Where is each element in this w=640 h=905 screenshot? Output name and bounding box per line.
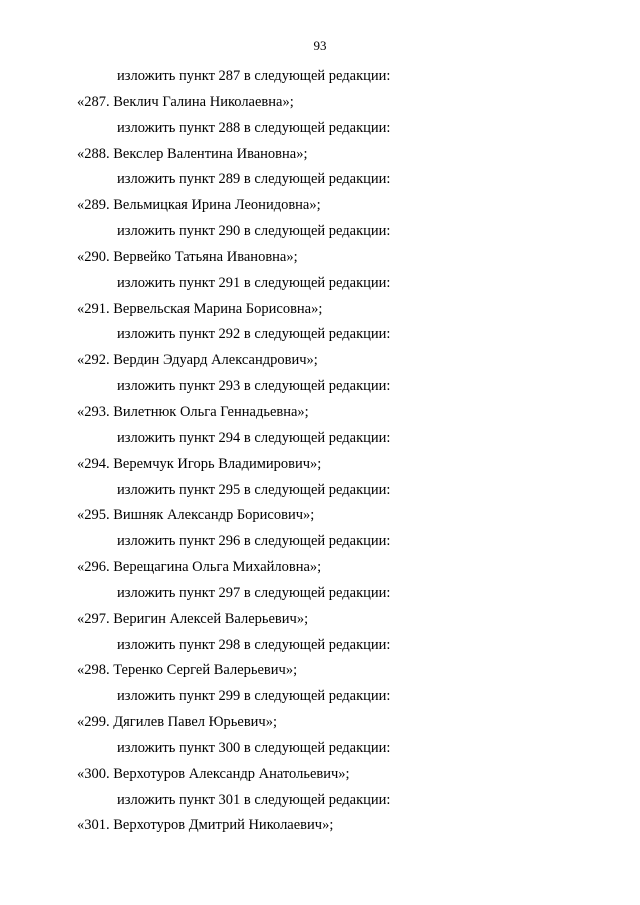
amendment-entry: «289. Вельмицкая Ирина Леонидовна»; [77,197,321,214]
amendment-entry: «295. Вишняк Александр Борисович»; [77,507,315,524]
amendment-entry: «288. Векслер Валентина Ивановна»; [77,145,308,162]
amendment-instruction: изложить пункт 297 в следующей редакции: [117,584,391,601]
amendment-entry: «290. Вервейко Татьяна Ивановна»; [77,248,298,265]
amendment-entry: «301. Верхотуров Дмитрий Николаевич»; [77,817,334,834]
amendment-entry: «300. Верхотуров Александр Анатольевич»; [77,765,350,782]
amendment-instruction: изложить пункт 299 в следующей редакции: [117,688,391,705]
amendment-entry: «287. Веклич Галина Николаевна»; [77,93,294,110]
amendment-instruction: изложить пункт 291 в следующей редакции: [117,274,391,291]
amendment-instruction: изложить пункт 298 в следующей редакции: [117,636,391,653]
amendment-instruction: изложить пункт 296 в следующей редакции: [117,533,391,550]
amendment-instruction: изложить пункт 294 в следующей редакции: [117,429,391,446]
amendment-instruction: изложить пункт 293 в следующей редакции: [117,378,391,395]
amendment-entry: «294. Веремчук Игорь Владимирович»; [77,455,322,472]
amendment-instruction: изложить пункт 300 в следующей редакции: [117,739,391,756]
amendment-instruction: изложить пункт 301 в следующей редакции: [117,791,391,808]
amendment-instruction: изложить пункт 295 в следующей редакции: [117,481,391,498]
amendment-entry: «296. Верещагина Ольга Михайловна»; [77,559,322,576]
amendment-instruction: изложить пункт 290 в следующей редакции: [117,223,391,240]
amendment-instruction: изложить пункт 292 в следующей редакции: [117,326,391,343]
amendment-instruction: изложить пункт 288 в следующей редакции: [117,119,391,136]
amendment-entry: «292. Вердин Эдуард Александрович»; [77,352,318,369]
amendment-entry: «299. Дягилев Павел Юрьевич»; [77,714,278,731]
page-number: 93 [313,38,327,53]
amendment-entry: «291. Вервельская Марина Борисовна»; [77,300,323,317]
amendment-instruction: изложить пункт 289 в следующей редакции: [117,171,391,188]
amendment-entry: «297. Веригин Алексей Валерьевич»; [77,610,309,627]
amendment-entry: «293. Вилетнюк Ольга Геннадьевна»; [77,403,309,420]
document-body [0,68,640,843]
amendment-instruction: изложить пункт 287 в следующей редакции: [117,68,391,84]
amendment-entry: «298. Теренко Сергей Валерьевич»; [77,662,298,679]
